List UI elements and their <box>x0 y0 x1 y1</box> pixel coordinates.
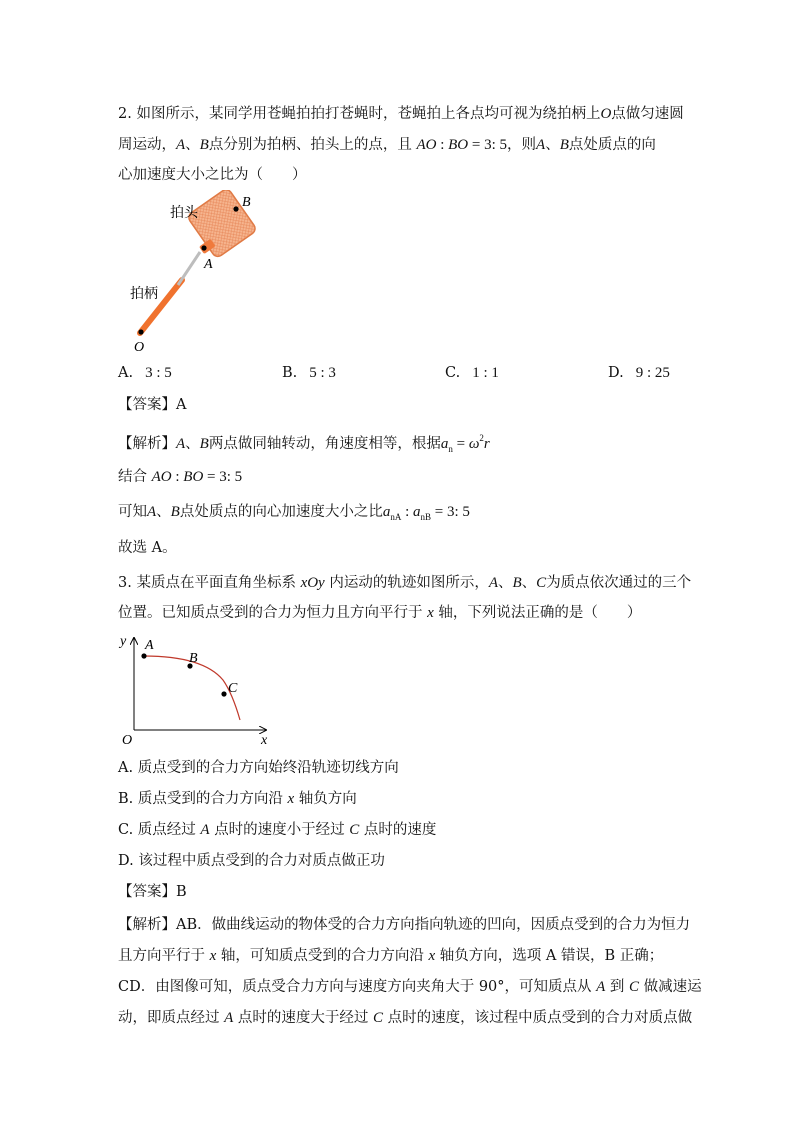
q2-line-3: 心加速度大小之比为（ ） <box>118 167 307 183</box>
q2-answer: 【答案】A <box>118 397 187 413</box>
q3-answer: 【答案】B <box>118 884 187 900</box>
q2-analysis-1: 【解析】A、B两点做同轴转动，角速度相等，根据$a_n = \omega^2r$ <box>118 433 490 454</box>
q2-option-d: D. 9 : 25 <box>608 365 670 381</box>
axis-y-label: y <box>120 634 127 649</box>
q2-analysis-2: 结合 AO : BO = 3: 5 <box>118 469 243 485</box>
q3-line-2: 位置。已知质点受到的合力为恒力且方向平行于 x 轴，下列说法正确的是（ ） <box>118 605 642 621</box>
q3-analysis-1: 【解析】AB．做曲线运动的物体受的合力方向指向轨迹的凹向，因质点受到的合力为恒力 <box>118 917 691 933</box>
label-head: 拍头 <box>170 206 198 221</box>
q3-analysis-3: CD．由图像可知，质点受合力方向与速度方向夹角大于 90°，可知质点从 A 到 C 做减速运 <box>118 979 702 995</box>
trajectory-figure <box>118 632 278 748</box>
label-A: A <box>204 257 213 272</box>
q3-line-1: 3. 某质点在平面直角坐标系 xOy 内运动的轨迹如图所示，A、B、C为质点依次通过的三个 <box>118 575 692 591</box>
point-C <box>221 691 226 696</box>
q2-analysis-3: 可知A、B点处质点的向心加速度大小之比$a_{nA}$ : $a_{nB} = 3$: 5 <box>118 504 470 522</box>
point-B <box>233 206 238 211</box>
q2-conclusion: 故选 A。 <box>118 540 177 556</box>
point-A <box>201 245 206 250</box>
label-O: O <box>134 340 145 352</box>
label-B: B <box>242 195 251 210</box>
q2-option-a: A. 3 : 5 <box>118 365 172 381</box>
label-B: B <box>189 651 198 666</box>
q2-line-1: 2. 如图所示，某同学用苍蝇拍拍打苍蝇时，苍蝇拍上各点均可视为绕拍柄上O点做匀速圆 <box>118 106 684 122</box>
q2-option-c: C. 1 : 1 <box>445 365 499 381</box>
q3-analysis-4: 动，即质点经过 A 点时的速度大于经过 C 点时的速度，该过程中质点受到的合力对质点做 <box>118 1010 693 1026</box>
q3-option-d: D. 该过程中质点受到的合力对质点做正功 <box>118 853 385 869</box>
origin-label: O <box>122 733 133 748</box>
swatter-shaft <box>178 252 200 285</box>
label-A: A <box>145 638 154 653</box>
axis-x-label: x <box>261 733 268 748</box>
point-A <box>141 653 146 658</box>
q2-line-2: 周运动，A、B点分别为拍柄、拍头上的点，且 AO : BO = 3: 5，则A、B点处质点的向 <box>118 137 656 153</box>
point-O <box>138 329 143 334</box>
q2-option-b: B. 5 : 3 <box>282 365 336 381</box>
label-handle: 拍柄 <box>130 287 158 302</box>
q3-option-b: B. 质点受到的合力方向沿 x 轴负方向 <box>118 791 357 807</box>
q3-option-c: C. 质点经过 A 点时的速度小于经过 C 点时的速度 <box>118 822 437 838</box>
fly-swatter-figure <box>118 190 278 352</box>
q3-analysis-2: 且方向平行于 x 轴，可知质点受到的合力方向沿 x 轴负方向，选项 A 错误，B 正确； <box>118 948 664 964</box>
label-C: C <box>228 681 238 696</box>
q3-option-a: A. 质点受到的合力方向始终沿轨迹切线方向 <box>118 760 399 776</box>
